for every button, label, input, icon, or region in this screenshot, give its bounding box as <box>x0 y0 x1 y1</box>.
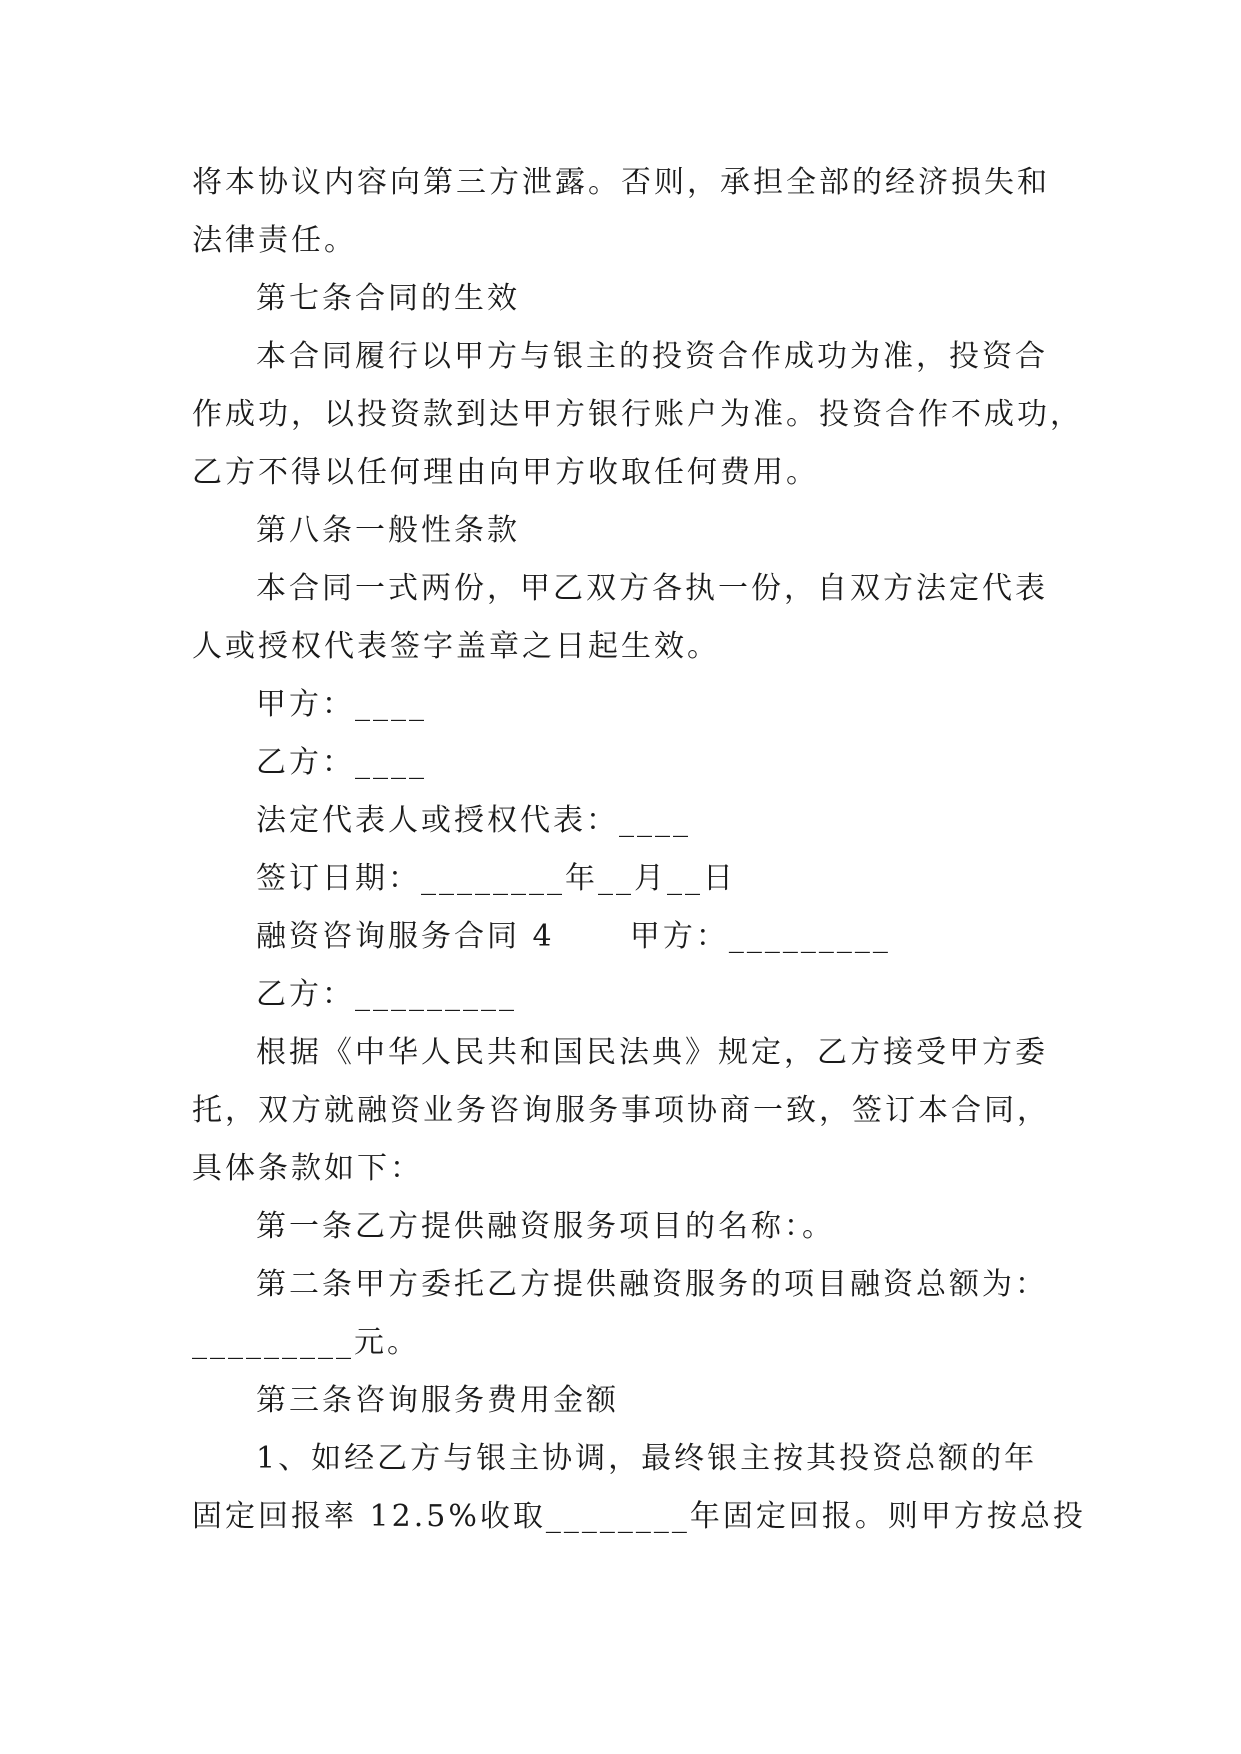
paragraph-line: 固定回报率 12.5%收取________年固定回报。则甲方按总投 <box>192 1499 1086 1534</box>
paragraph-line: 将本协议内容向第三方泄露。否则，承担全部的经济损失和 <box>192 165 1050 200</box>
paragraph-line: 根据《中华人民共和国民法典》规定，乙方接受甲方委 <box>256 1035 1048 1070</box>
paragraph-line: 乙方不得以任何理由向甲方收取任何费用。 <box>192 455 819 490</box>
signature-field-party-a: 甲方：____ <box>256 687 427 722</box>
section-heading: 第七条合同的生效 <box>256 281 520 316</box>
paragraph-line: 具体条款如下： <box>192 1151 423 1186</box>
signature-field-representative: 法定代表人或授权代表：____ <box>256 803 691 838</box>
signing-date-field: 签订日期：________年__月__日 <box>256 861 736 896</box>
contract-title-line: 融资咨询服务合同 4 甲方：_________ <box>256 919 891 954</box>
section-heading: 第八条一般性条款 <box>256 513 520 548</box>
clause-line: 第一条乙方提供融资服务项目的名称：。 <box>256 1209 835 1244</box>
paragraph-line: 本合同履行以甲方与银主的投资合作成功为准，投资合 <box>256 339 1048 374</box>
paragraph-line: 作成功，以投资款到达甲方银行账户为准。投资合作不成功， <box>192 397 1083 432</box>
paragraph-line: 托，双方就融资业务咨询服务事项协商一致，签订本合同， <box>192 1093 1050 1128</box>
section-heading: 第三条咨询服务费用金额 <box>256 1383 619 1418</box>
paragraph-line: 法律责任。 <box>192 223 357 258</box>
amount-field: _________元。 <box>192 1325 420 1360</box>
paragraph-line: 人或授权代表签字盖章之日起生效。 <box>192 629 720 664</box>
signature-field-party-b: 乙方：____ <box>256 745 427 780</box>
paragraph-line: 1、如经乙方与银主协调，最终银主按其投资总额的年 <box>256 1441 1038 1476</box>
party-b-field: 乙方：_________ <box>256 977 517 1012</box>
paragraph-line: 本合同一式两份，甲乙双方各执一份，自双方法定代表 <box>256 571 1048 606</box>
clause-line: 第二条甲方委托乙方提供融资服务的项目融资总额为： <box>256 1267 1048 1302</box>
